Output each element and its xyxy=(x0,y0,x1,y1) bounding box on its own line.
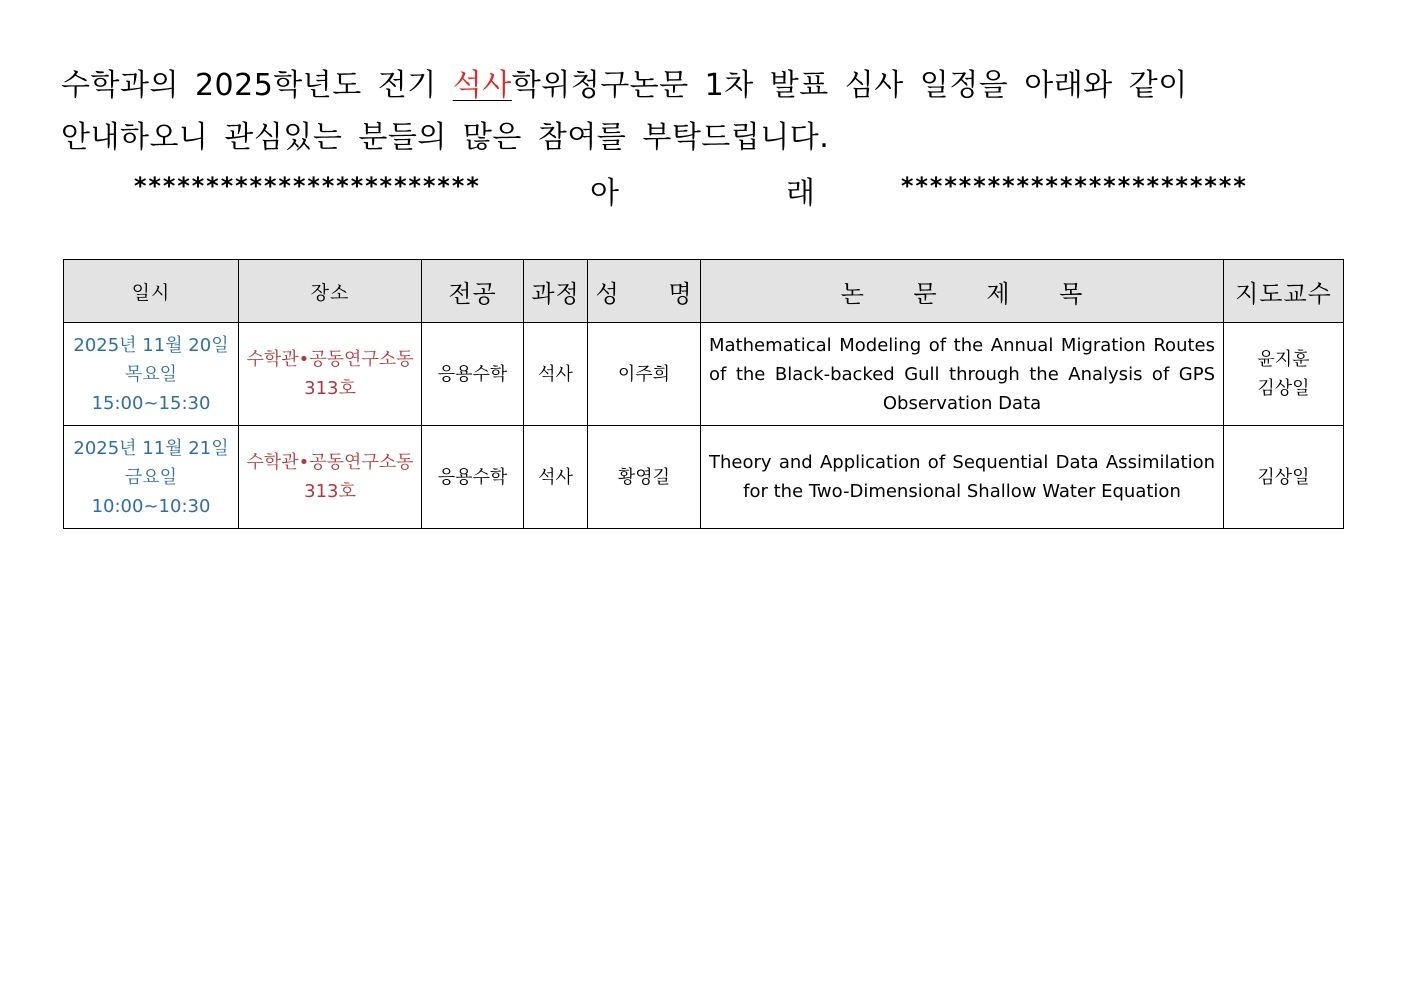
header-title: 논 문 제 목 xyxy=(701,260,1224,323)
announcement-line-2: 안내하오니 관심있는 분들의 많은 참여를 부탁드립니다. xyxy=(61,120,830,155)
place-cell xyxy=(239,426,422,529)
divider-stars-right: ************************ xyxy=(900,172,1247,200)
datetime-cell xyxy=(64,323,239,426)
table-header-row xyxy=(64,260,1344,323)
date-text: 2025년 11월 20일 xyxy=(73,334,229,356)
datetime-cell xyxy=(64,426,239,529)
major-cell: 응용수학 xyxy=(422,426,524,529)
date-text: 2025년 11월 21일 xyxy=(73,437,229,459)
place-building: 수학관•공동연구소동 xyxy=(246,452,414,473)
divider-heading-char-2: 래 xyxy=(786,176,815,211)
table-row xyxy=(64,426,1344,529)
course-cell: 석사 xyxy=(524,426,588,529)
student-name-cell: 이주희 xyxy=(588,323,701,426)
advisor-name: 윤지훈 xyxy=(1257,349,1310,370)
defense-schedule-table xyxy=(63,259,1344,529)
course-cell: 석사 xyxy=(524,323,588,426)
student-name-cell: 황영길 xyxy=(588,426,701,529)
header-course: 과정 xyxy=(524,260,588,323)
thesis-title-cell: Theory and Application of Sequential Data Assimilation for the Two-Dimensional Shallow Water Equation xyxy=(701,426,1224,529)
major-cell: 응용수학 xyxy=(422,323,524,426)
advisor-cell xyxy=(1224,426,1344,529)
advisor-name: 김상일 xyxy=(1257,466,1310,488)
divider-heading-char-1: 아 xyxy=(590,176,619,211)
header-advisor: 지도교수 xyxy=(1224,260,1344,323)
announcement-text xyxy=(61,60,1351,164)
thesis-title-cell: Mathematical Modeling of the Annual Migration Routes of the Black-backed Gull through the Analysis of GPS Observation Data xyxy=(701,323,1224,426)
degree-highlight: 석사 xyxy=(452,68,512,103)
place-room: 313호 xyxy=(304,378,356,399)
place-building: 수학관•공동연구소동 xyxy=(246,349,414,370)
table-row xyxy=(64,323,1344,426)
header-place: 장소 xyxy=(239,260,422,323)
place-cell xyxy=(239,323,422,426)
time-text: 10:00~10:30 xyxy=(91,495,211,517)
header-major: 전공 xyxy=(422,260,524,323)
place-room: 313호 xyxy=(304,481,356,502)
time-text: 15:00~15:30 xyxy=(91,392,211,414)
weekday-text: 목요일 xyxy=(124,363,178,385)
header-name: 성 명 xyxy=(588,260,701,323)
advisor-cell xyxy=(1224,323,1344,426)
divider-stars-left: ************************ xyxy=(133,172,480,200)
announcement-line-1-end: 학위청구논문 1차 발표 심사 일정을 아래와 같이 xyxy=(511,68,1188,103)
weekday-text: 금요일 xyxy=(124,466,178,488)
section-divider xyxy=(0,168,1403,212)
header-datetime: 일시 xyxy=(64,260,239,323)
advisor-name: 김상일 xyxy=(1257,378,1310,399)
announcement-line-1-start: 수학과의 2025학년도 전기 xyxy=(61,68,453,103)
announcement-line-1 xyxy=(61,60,1351,112)
